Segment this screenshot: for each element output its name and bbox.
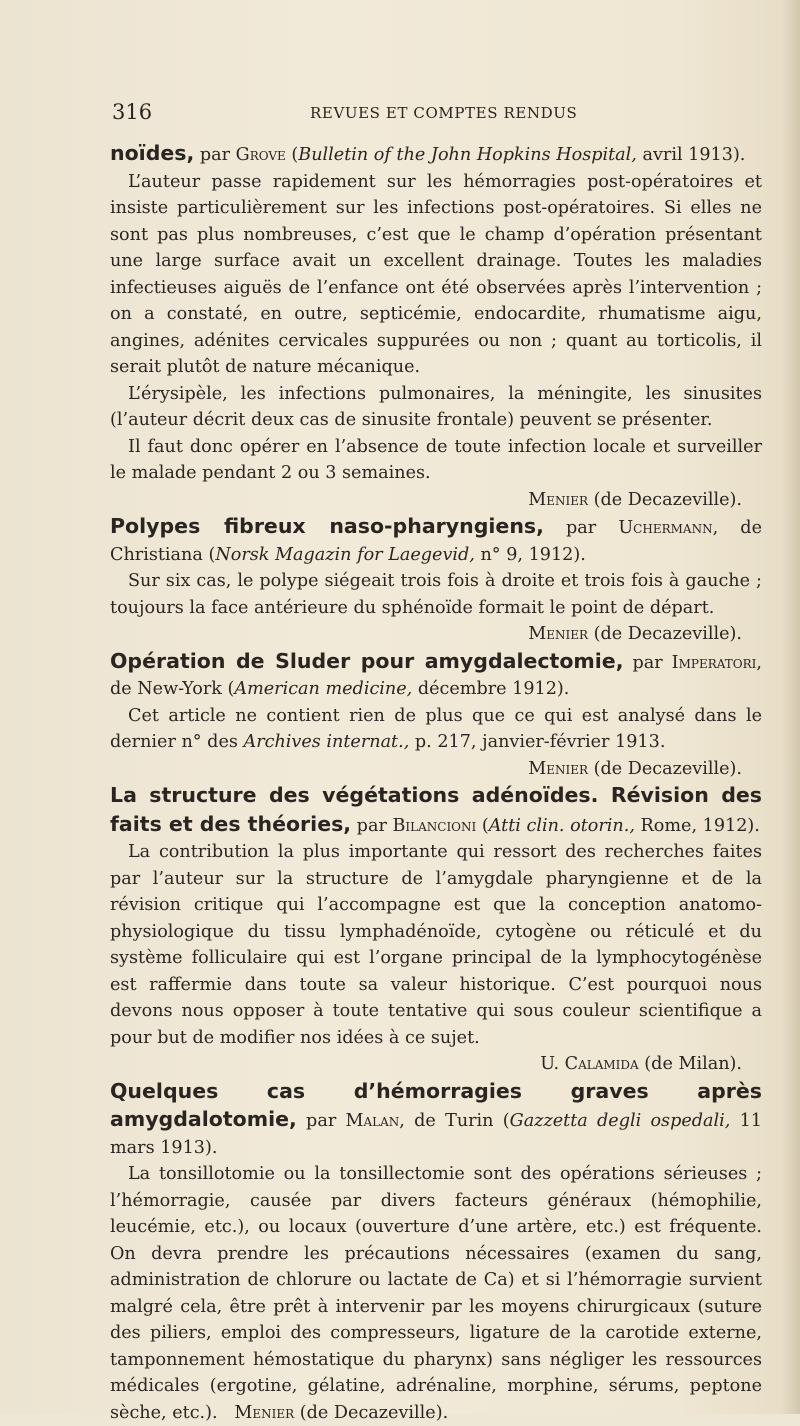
ref-mid: de Christiana (	[110, 518, 762, 565]
article-author: Bilancioni	[392, 815, 477, 836]
article-author: Grove	[235, 145, 286, 165]
ref-by: par	[296, 1111, 346, 1131]
ref-rest: avril 1913).	[636, 145, 746, 165]
running-title: REVUES ET COMPTES RENDUS	[310, 104, 578, 122]
ref-by: par	[194, 145, 236, 165]
signature	[110, 756, 762, 783]
signature	[110, 487, 762, 514]
journal-name: American medicine,	[234, 679, 413, 699]
paragraph: L’auteur passe rapidement sur les hémorragies post-opératoires et insiste particulièrement sur les infections post-opératoires. Si elles ne sont pas plus nombreuses, c’est que le champ d’opération présentant une large surface avait un excellent drainage. Toutes les maladies infectieuses aiguës de l’enfance ont été observées après l’intervention ; on a constaté, en outre, septicémie, endocardite, rhumatisme aigu, angines, adénites cervicales suppurées ou non ; quant au torticolis, il serait plutôt de nature mécanique.	[110, 171, 762, 377]
page-number: 316	[112, 100, 153, 124]
signature-place: (de Decazeville).	[588, 624, 742, 644]
paragraph-text: Cet article ne contient rien de plus que ce qui est analysé dans le dernier n° des	[110, 705, 762, 752]
signature	[110, 1051, 762, 1078]
ref-rest: Rome, 1912).	[634, 815, 760, 836]
article-heading	[110, 782, 762, 839]
article-title: noïdes,	[110, 141, 195, 165]
ref-rest: décembre 1912).	[412, 679, 570, 699]
ref-open: (	[285, 145, 299, 165]
signature-name: Menier	[528, 758, 589, 779]
article-heading	[110, 513, 762, 568]
paragraph-text: La tonsillotomie ou la tonsillectomie sont des opérations sérieuses ; l’hémorragie, causée par divers facteurs généraux (hémophilie, leucémie, etc.), ou locaux (ouverture d’une artère, etc.) est fréquente. On devra prendre les précautions nécessaires (examen du sang, administration de chlorure ou lactate de Ca) et si l’hémorragie survient malgré cela, être prêt à intervenir par les moyens chirurgicaux (suture des piliers, emploi des compresseurs, ligature de la carotide externe, tamponnement hémostatique du pharynx) sans négliger les ressources médicales (ergotine, gélatine, adrénaline, morphine, sérums, peptone sèche, etc.).	[110, 1164, 762, 1423]
article-author: Uchermann,	[618, 518, 719, 538]
paragraph: La contribution la plus importante qui ressort des recherches faites par l’auteur sur la structure de l’amygdale pharyngienne et de la révision critique qui l’accompagne est que la conception anatomo-physiologique du tissu lymphadénoïde, cytogène ou réticulé et du système folliculaire qui est l’organe principal de la lymphocytogénèse est raffermie dans toute sa valeur historique. C’est pourquoi nous devons nous opposer à toute tentative qui sous couleur scientifique a pour but de modifier nos idées à ce sujet.	[110, 842, 762, 1048]
signature-place: (de Milan).	[638, 1054, 742, 1074]
signature-place: (de Decazeville).	[588, 758, 742, 779]
page-header	[112, 100, 772, 130]
article-title: La structure des végétations adénoïdes. Révision des faits et des théories,	[110, 783, 762, 836]
ref-rest: 11 mars 1913).	[110, 1111, 762, 1158]
signature-name: U. Calamida	[540, 1054, 639, 1074]
article-title: Quelques cas d’hémorragies graves après amygdalotomie,	[110, 1078, 762, 1131]
article-title: Polypes fibreux naso-pharyngiens,	[110, 514, 544, 538]
paragraph: Sur six cas, le polype siégeait trois fois à droite et trois fois à gauche ; toujours la face antérieure du sphénoïde formait le point de départ.	[110, 571, 762, 618]
ref-open: (	[476, 815, 489, 836]
article-author: Imperatori,	[671, 652, 762, 673]
article-title: Opération de Sluder pour amygdalectomie,	[110, 648, 624, 673]
journal-name: Norsk Magazin for Laegevid,	[215, 544, 475, 565]
ref-by: par	[351, 815, 393, 836]
paragraph-text: p. 217, janvier-février 1913.	[409, 732, 666, 752]
page-edge-shadow	[782, 0, 800, 1414]
paragraph: L’érysipèle, les infections pulmonaires, la méningite, les sinusites (l’auteur décrit deux cas de sinusite frontale) peuvent se présenter.	[110, 383, 762, 430]
signature-name: Menier	[528, 624, 589, 644]
article-heading	[110, 140, 762, 169]
ref-mid: de New-York (	[110, 679, 235, 699]
page-body	[110, 140, 762, 1426]
signature-name: Menier	[234, 1402, 295, 1423]
signature	[110, 621, 762, 648]
paragraph	[110, 703, 762, 756]
ref-mid: de Turin (	[404, 1111, 510, 1131]
paragraph	[110, 1161, 762, 1426]
ref-by: par	[623, 652, 672, 673]
article-heading	[110, 648, 762, 703]
ref-rest: n° 9, 1912).	[474, 544, 586, 565]
ref-by: par	[543, 518, 619, 538]
journal-name: Gazzetta degli ospedali,	[509, 1111, 731, 1131]
article-author: Malan,	[345, 1111, 405, 1131]
paragraph: Il faut donc opérer en l’absence de toute infection locale et surveiller le malade pendant 2 ou 3 semaines.	[110, 436, 762, 483]
article-heading	[110, 1078, 762, 1162]
signature-name: Menier	[528, 489, 589, 510]
journal-name: Atti clin. otorin.,	[488, 815, 635, 836]
journal-name: Bulletin of the John Hopkins Hospital,	[298, 145, 637, 165]
journal-name: Archives internat.,	[243, 732, 410, 752]
signature-place: (de Decazeville).	[294, 1402, 449, 1423]
signature-place: (de Decazeville).	[588, 489, 742, 510]
